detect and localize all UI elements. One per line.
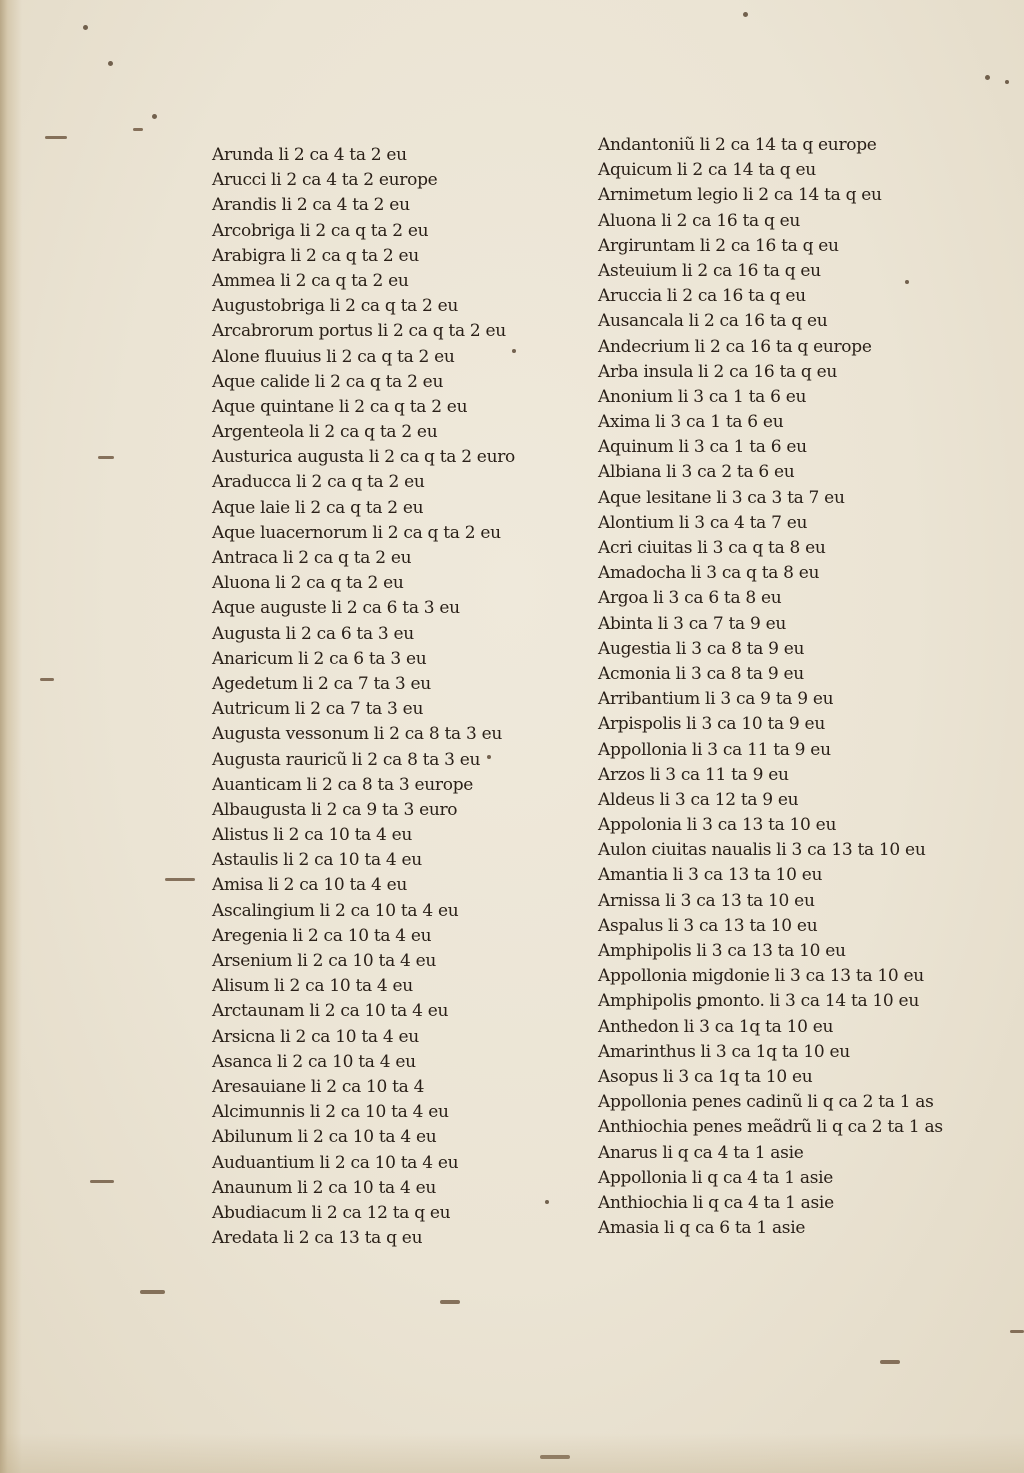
- index-entry: Ascalingium li 2 ca 10 ta 4 eu: [212, 900, 459, 921]
- index-entry: Argoa li 3 ca 6 ta 8 eu: [598, 588, 782, 609]
- wormhole-mark: [545, 1200, 549, 1204]
- index-entry: Appollonia li q ca 4 ta 1 asie: [598, 1167, 834, 1188]
- index-entry: Aulon ciuitas naualis li 3 ca 13 ta 10 eu: [598, 840, 926, 861]
- index-entry: Arnissa li 3 ca 13 ta 10 eu: [598, 890, 815, 911]
- index-entry: Aque quintane li 2 ca q ta 2 eu: [212, 396, 468, 417]
- index-entry: Acmonia li 3 ca 8 ta 9 eu: [598, 663, 804, 684]
- index-entry: Aregenia li 2 ca 10 ta 4 eu: [212, 925, 432, 946]
- index-entry: Araducca li 2 ca q ta 2 eu: [212, 472, 425, 493]
- index-entry: Abudiacum li 2 ca 12 ta q eu: [212, 1202, 451, 1223]
- wormhole-mark: [880, 1360, 900, 1364]
- index-entry: Appollonia penes cadinũ li q ca 2 ta 1 as: [598, 1092, 934, 1113]
- wormhole-mark: [98, 456, 114, 459]
- index-entry: Auduantium li 2 ca 10 ta 4 eu: [212, 1152, 459, 1173]
- index-entry: Argenteola li 2 ca q ta 2 eu: [212, 422, 438, 443]
- index-entry: Alistus li 2 ca 10 ta 4 eu: [212, 825, 413, 846]
- index-entry: Aque calide li 2 ca q ta 2 eu: [212, 371, 444, 392]
- index-entry: Ausancala li 2 ca 16 ta q eu: [598, 311, 828, 332]
- wormhole-mark: [540, 1455, 570, 1459]
- index-entry: Argiruntam li 2 ca 16 ta q eu: [598, 235, 839, 256]
- wormhole-mark: [1010, 1330, 1024, 1333]
- wormhole-mark: [45, 136, 67, 139]
- wormhole-mark: [133, 128, 143, 131]
- index-entry: Aque laie li 2 ca q ta 2 eu: [212, 497, 424, 518]
- index-entry: Aquicum li 2 ca 14 ta q eu: [598, 160, 816, 181]
- index-entry: Aldeus li 3 ca 12 ta 9 eu: [598, 789, 799, 810]
- index-entry: Arctaunam li 2 ca 10 ta 4 eu: [212, 1001, 449, 1022]
- wormhole-mark: [90, 1180, 114, 1183]
- index-entry: Arabigra li 2 ca q ta 2 eu: [212, 245, 419, 266]
- index-entry: Autricum li 2 ca 7 ta 3 eu: [212, 699, 424, 720]
- wormhole-mark: [40, 678, 54, 681]
- index-column-right: [598, 133, 943, 1241]
- index-entry: Arcobriga li 2 ca q ta 2 eu: [212, 220, 429, 241]
- index-entry: Arpispolis li 3 ca 10 ta 9 eu: [598, 714, 825, 735]
- index-entry: Albaugusta li 2 ca 9 ta 3 euro: [212, 799, 458, 820]
- index-entry: Arcabrorum portus li 2 ca q ta 2 eu: [212, 321, 506, 342]
- index-entry: Aredata li 2 ca 13 ta q eu: [212, 1228, 423, 1249]
- index-entry: Arandis li 2 ca 4 ta 2 eu: [212, 195, 410, 216]
- index-entry: Amarinthus li 3 ca 1q ta 10 eu: [598, 1041, 850, 1062]
- index-entry: Aque luacernorum li 2 ca q ta 2 eu: [212, 522, 501, 543]
- index-entry: Arzos li 3 ca 11 ta 9 eu: [598, 764, 789, 785]
- index-entry: Acri ciuitas li 3 ca q ta 8 eu: [598, 538, 826, 558]
- index-entry: Alone fluuius li 2 ca q ta 2 eu: [212, 346, 455, 367]
- index-entry: Austurica augusta li 2 ca q ta 2 euro: [212, 447, 515, 468]
- index-entry: Arunda li 2 ca 4 ta 2 eu: [212, 145, 407, 165]
- index-entry: Ammea li 2 ca q ta 2 eu: [212, 270, 409, 291]
- index-entry: Amphipolis ꝑmonto. li 3 ca 14 ta 10 eu: [598, 991, 919, 1012]
- wormhole-mark: [165, 878, 195, 881]
- index-entry: Augusta vessonum li 2 ca 8 ta 3 eu: [212, 724, 502, 745]
- index-entry: Asopus li 3 ca 1q ta 10 eu: [598, 1066, 813, 1087]
- index-entry: Aluona li 2 ca q ta 2 eu: [212, 573, 404, 594]
- index-entry: Alontium li 3 ca 4 ta 7 eu: [598, 512, 808, 533]
- index-entry: Aspalus li 3 ca 13 ta 10 eu: [598, 915, 818, 936]
- index-entry: Arsicna li 2 ca 10 ta 4 eu: [212, 1026, 419, 1047]
- index-entry: Agedetum li 2 ca 7 ta 3 eu: [212, 673, 431, 694]
- wormhole-mark: [108, 61, 113, 66]
- index-entry: Asanca li 2 ca 10 ta 4 eu: [212, 1051, 416, 1072]
- index-entry: Arucci li 2 ca 4 ta 2 europe: [212, 170, 438, 191]
- index-entry: Augestia li 3 ca 8 ta 9 eu: [598, 638, 805, 659]
- index-entry: Abinta li 3 ca 7 ta 9 eu: [598, 613, 786, 634]
- index-entry: Arnimetum legio li 2 ca 14 ta q eu: [598, 185, 882, 206]
- index-entry: Amantia li 3 ca 13 ta 10 eu: [598, 865, 823, 886]
- index-entry: Anonium li 3 ca 1 ta 6 eu: [598, 386, 807, 407]
- index-entry: Albiana li 3 ca 2 ta 6 eu: [598, 462, 795, 483]
- index-entry: Aque lesitane li 3 ca 3 ta 7 eu: [598, 487, 845, 508]
- index-entry: Arsenium li 2 ca 10 ta 4 eu: [212, 951, 437, 971]
- index-entry: Abilunum li 2 ca 10 ta 4 eu: [212, 1127, 437, 1148]
- index-entry: Appollonia li 3 ca 11 ta 9 eu: [598, 739, 831, 760]
- index-entry: Augusta rauricũ li 2 ca 8 ta 3 eu: [212, 749, 481, 770]
- index-column-left: [212, 143, 515, 1251]
- index-entry: Arribantium li 3 ca 9 ta 9 eu: [598, 689, 834, 710]
- index-entry: Astaulis li 2 ca 10 ta 4 eu: [212, 850, 422, 871]
- index-entry: Alisum li 2 ca 10 ta 4 eu: [212, 976, 413, 997]
- index-entry: Anthiochia li q ca 4 ta 1 asie: [598, 1192, 834, 1213]
- index-entry: Aquinum li 3 ca 1 ta 6 eu: [598, 437, 807, 458]
- index-entry: Aque auguste li 2 ca 6 ta 3 eu: [212, 598, 460, 619]
- index-entry: Amisa li 2 ca 10 ta 4 eu: [212, 875, 407, 896]
- wormhole-mark: [83, 25, 88, 30]
- index-entry: Augusta li 2 ca 6 ta 3 eu: [212, 623, 414, 644]
- index-entry: Axima li 3 ca 1 ta 6 eu: [598, 412, 784, 433]
- index-entry: Appollonia migdonie li 3 ca 13 ta 10 eu: [598, 966, 924, 987]
- index-entry: Arba insula li 2 ca 16 ta q eu: [598, 361, 838, 382]
- wormhole-mark: [152, 114, 157, 119]
- index-entry: Antraca li 2 ca q ta 2 eu: [212, 548, 412, 568]
- index-entry: Aruccia li 2 ca 16 ta q eu: [598, 286, 806, 307]
- index-entry: Anthiochia penes meãdrũ li q ca 2 ta 1 as: [598, 1117, 943, 1138]
- index-entry: Amphipolis li 3 ca 13 ta 10 eu: [598, 941, 846, 961]
- index-entry: Asteuium li 2 ca 16 ta q eu: [598, 260, 821, 281]
- index-entry: Andecrium li 2 ca 16 ta q europe: [598, 336, 872, 357]
- index-entry: Anthedon li 3 ca 1q ta 10 eu: [598, 1016, 834, 1037]
- index-entry: Amasia li q ca 6 ta 1 asie: [598, 1218, 806, 1239]
- wormhole-mark: [440, 1300, 460, 1304]
- index-entry: Amadocha li 3 ca q ta 8 eu: [598, 563, 820, 584]
- index-entry: Andantoniũ li 2 ca 14 ta q europe: [598, 135, 877, 155]
- wormhole-mark: [743, 12, 748, 17]
- index-entry: Augustobriga li 2 ca q ta 2 eu: [212, 296, 459, 317]
- index-entry: Anarus li q ca 4 ta 1 asie: [598, 1142, 804, 1163]
- index-entry: Anaunum li 2 ca 10 ta 4 eu: [212, 1177, 437, 1198]
- index-entry: Aluona li 2 ca 16 ta q eu: [598, 210, 801, 231]
- index-entry: Aresauiane li 2 ca 10 ta 4: [212, 1076, 425, 1097]
- index-entry: Appolonia li 3 ca 13 ta 10 eu: [598, 815, 837, 836]
- index-entry: Anaricum li 2 ca 6 ta 3 eu: [212, 648, 427, 669]
- wormhole-mark: [985, 75, 990, 80]
- index-entry: Alcimunnis li 2 ca 10 ta 4 eu: [212, 1102, 449, 1123]
- wormhole-mark: [1005, 80, 1009, 84]
- wormhole-mark: [140, 1290, 165, 1294]
- index-entry: Auanticam li 2 ca 8 ta 3 europe: [212, 774, 474, 795]
